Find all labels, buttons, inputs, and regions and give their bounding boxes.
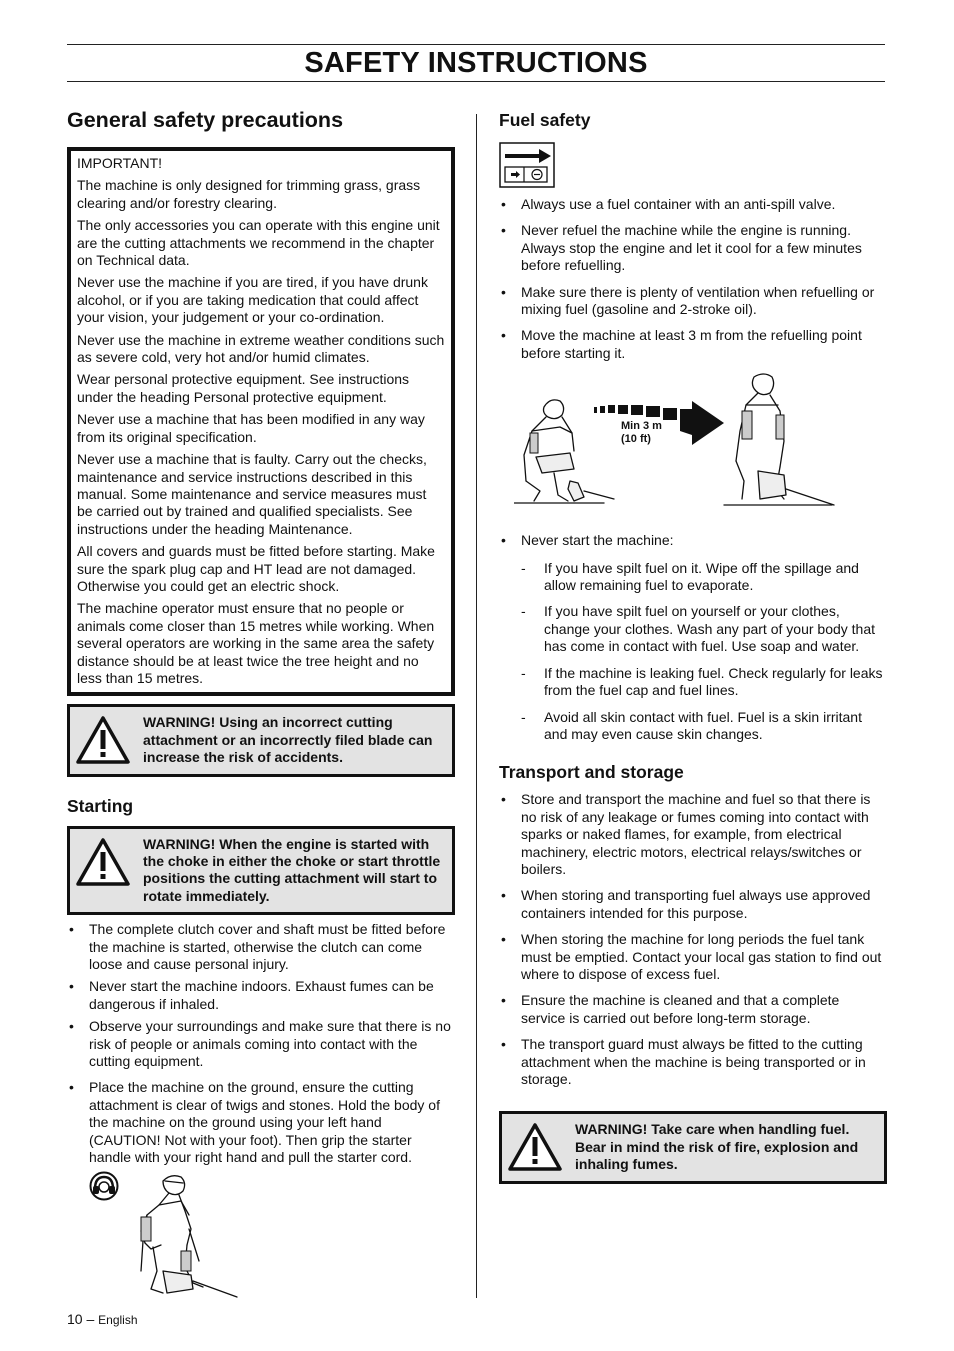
page-number: 10 xyxy=(67,1311,83,1327)
list-item: • Place the machine on the ground, ensure the cutting attachment is clear of twigs and stones. Hold the body of the machine on the ground using your left hand (CAUTION! Not with your foot). Then grip the starter handle with your right hand and pull the starter cord. xyxy=(67,1079,455,1166)
transport-list xyxy=(499,791,887,1088)
warning-triangle-icon xyxy=(507,1122,563,1172)
column-divider xyxy=(476,114,477,1298)
list-item: • Move the machine at least 3 m from the refuelling point before starting it. xyxy=(499,327,887,362)
important-paragraph: Never use a machine that has been modified in any way from its original specification. xyxy=(77,411,425,445)
important-paragraph: Never use a machine that is faulty. Carry out the checks, maintenance and service instructions described in this manual. Some maintenance and service measures must be carried out by trained and qualified specialists. See instructions under the heading Maintenance. xyxy=(77,451,427,537)
fuel-safety-heading: Fuel safety xyxy=(499,110,591,130)
list-item: - Avoid all skin contact with fuel. Fuel is a skin irritant and may even cause skin changes. xyxy=(499,709,887,744)
warning-text: WARNING! Using an incorrect cutting attachment or an incorrectly filed blade can increase the risk of accidents. xyxy=(143,714,433,766)
list-item: - If the machine is leaking fuel. Check regularly for leaks from the fuel cap and fuel lines. xyxy=(499,665,887,700)
starting-heading: Starting xyxy=(67,795,134,816)
page-footer xyxy=(67,1311,138,1327)
important-paragraph: The machine is only designed for trimming grass, grass clearing and/or forestry clearing. xyxy=(77,177,421,211)
fuel-list xyxy=(499,196,887,362)
footer-language: English xyxy=(98,1313,138,1327)
important-paragraph: Never use the machine in extreme weather conditions such as severe cold, very hot and/or humid climates. xyxy=(77,331,445,366)
important-paragraph: Wear personal protective equipment. See instructions under the heading Personal protective equipment. xyxy=(77,371,410,405)
list-item: • Always use a fuel container with an anti-spill valve. xyxy=(499,196,887,213)
page-title: SAFETY INSTRUCTIONS xyxy=(304,47,648,79)
list-item: - If you have spilt fuel on yourself or your clothes, change your clothes. Wash any part of your body that has come in contact with fuel. Use soap and water. xyxy=(499,603,887,655)
header-rule-bottom xyxy=(67,81,885,82)
general-safety-heading: General safety precautions xyxy=(67,108,344,132)
list-item: • The transport guard must always be fitted to the cutting attachment when the machine is being transported or in storage. xyxy=(499,1036,887,1088)
warning-box-fuel xyxy=(499,1111,887,1183)
starting-list xyxy=(67,921,455,1166)
list-item: - If you have spilt fuel on it. Wipe off the spillage and allow remaining fuel to evaporate. xyxy=(499,560,887,595)
important-paragraph: The only accessories you can operate with this engine unit are the cutting attachments we recommend in the chapter on Technical data. xyxy=(77,217,440,269)
warning-box-choke xyxy=(67,826,455,916)
important-label: IMPORTANT! xyxy=(77,155,163,171)
footer-dash: – xyxy=(86,1311,95,1327)
warning-text: WARNING! Take care when handling fuel. Bear in mind the risk of fire, explosion and inhaling fumes. xyxy=(575,1121,859,1173)
distance-label-imperial: (10 ft) xyxy=(621,433,651,446)
warning-triangle-icon xyxy=(75,715,131,765)
list-item: • Never start the machine indoors. Exhaust fumes can be dangerous if inhaled. xyxy=(67,978,455,1013)
never-start-sublist xyxy=(499,560,887,744)
important-paragraph: All covers and guards must be fitted before starting. Make sure the spark plug cap and HT lead are not damaged. Otherwise you could get an electric shock. xyxy=(77,543,435,594)
distance-illustration xyxy=(499,371,887,521)
list-item: • The complete clutch cover and shaft must be fitted before the machine is started, otherwise the clutch can come loose and cause personal injury. xyxy=(67,921,455,973)
refuel-distance-illustration xyxy=(514,371,844,516)
list-item: • Observe your surroundings and make sure that there is no risk of people or animals coming into contact with the cutting equipment. xyxy=(67,1018,455,1070)
warning-triangle-icon xyxy=(75,837,131,887)
operator-starting-illustration xyxy=(133,1171,243,1301)
refuel-symbol-icon xyxy=(499,142,555,188)
transport-storage-heading: Transport and storage xyxy=(499,762,684,783)
list-item: • Never refuel the machine while the engine is running. Always stop the engine and let it cool for a few minutes before refuelling. xyxy=(499,222,887,274)
warning-text: WARNING! When the engine is started with the choke in either the choke or start throttle positions the cutting attachment will start to rotate immediately. xyxy=(143,835,441,904)
list-item: • When storing the machine for long periods the fuel tank must be emptied. Contact your local gas station to find out where to dispose of excess fuel. xyxy=(499,931,887,983)
list-item: • Make sure there is plenty of ventilation when refuelling or mixing fuel (gasoline and 2-stroke oil). xyxy=(499,284,887,319)
important-box xyxy=(67,147,455,696)
list-item: • Never start the machine: xyxy=(499,532,887,549)
never-start-list xyxy=(499,532,887,549)
list-item: • Ensure the machine is cleaned and that a complete service is carried out before long-term storage. xyxy=(499,992,887,1027)
starting-illustration xyxy=(67,1171,455,1306)
distance-label-metric: Min 3 m xyxy=(621,420,662,433)
list-item: • When storing and transporting fuel always use approved containers intended for this purpose. xyxy=(499,887,887,922)
warning-box-cutting xyxy=(67,704,455,776)
important-paragraph: The machine operator must ensure that no people or animals come closer than 15 metres while working. When several operators are working in the same area the safety distance should be at least twice the tree height and no less than 15 metres. xyxy=(77,600,435,686)
right-column xyxy=(499,106,887,1184)
left-column xyxy=(67,106,455,1306)
ear-protection-icon xyxy=(89,1171,119,1201)
list-item: • Store and transport the machine and fuel so that there is no risk of any leakage or fumes coming into contact with sparks or naked flames, for example, from electrical machinery, electric motors, electrical relays/switches or boilers. xyxy=(499,791,887,878)
important-paragraph: Never use the machine if you are tired, if you have drunk alcohol, or if you are taking medication that could affect your vision, your judgement or your co-ordination. xyxy=(77,274,428,326)
